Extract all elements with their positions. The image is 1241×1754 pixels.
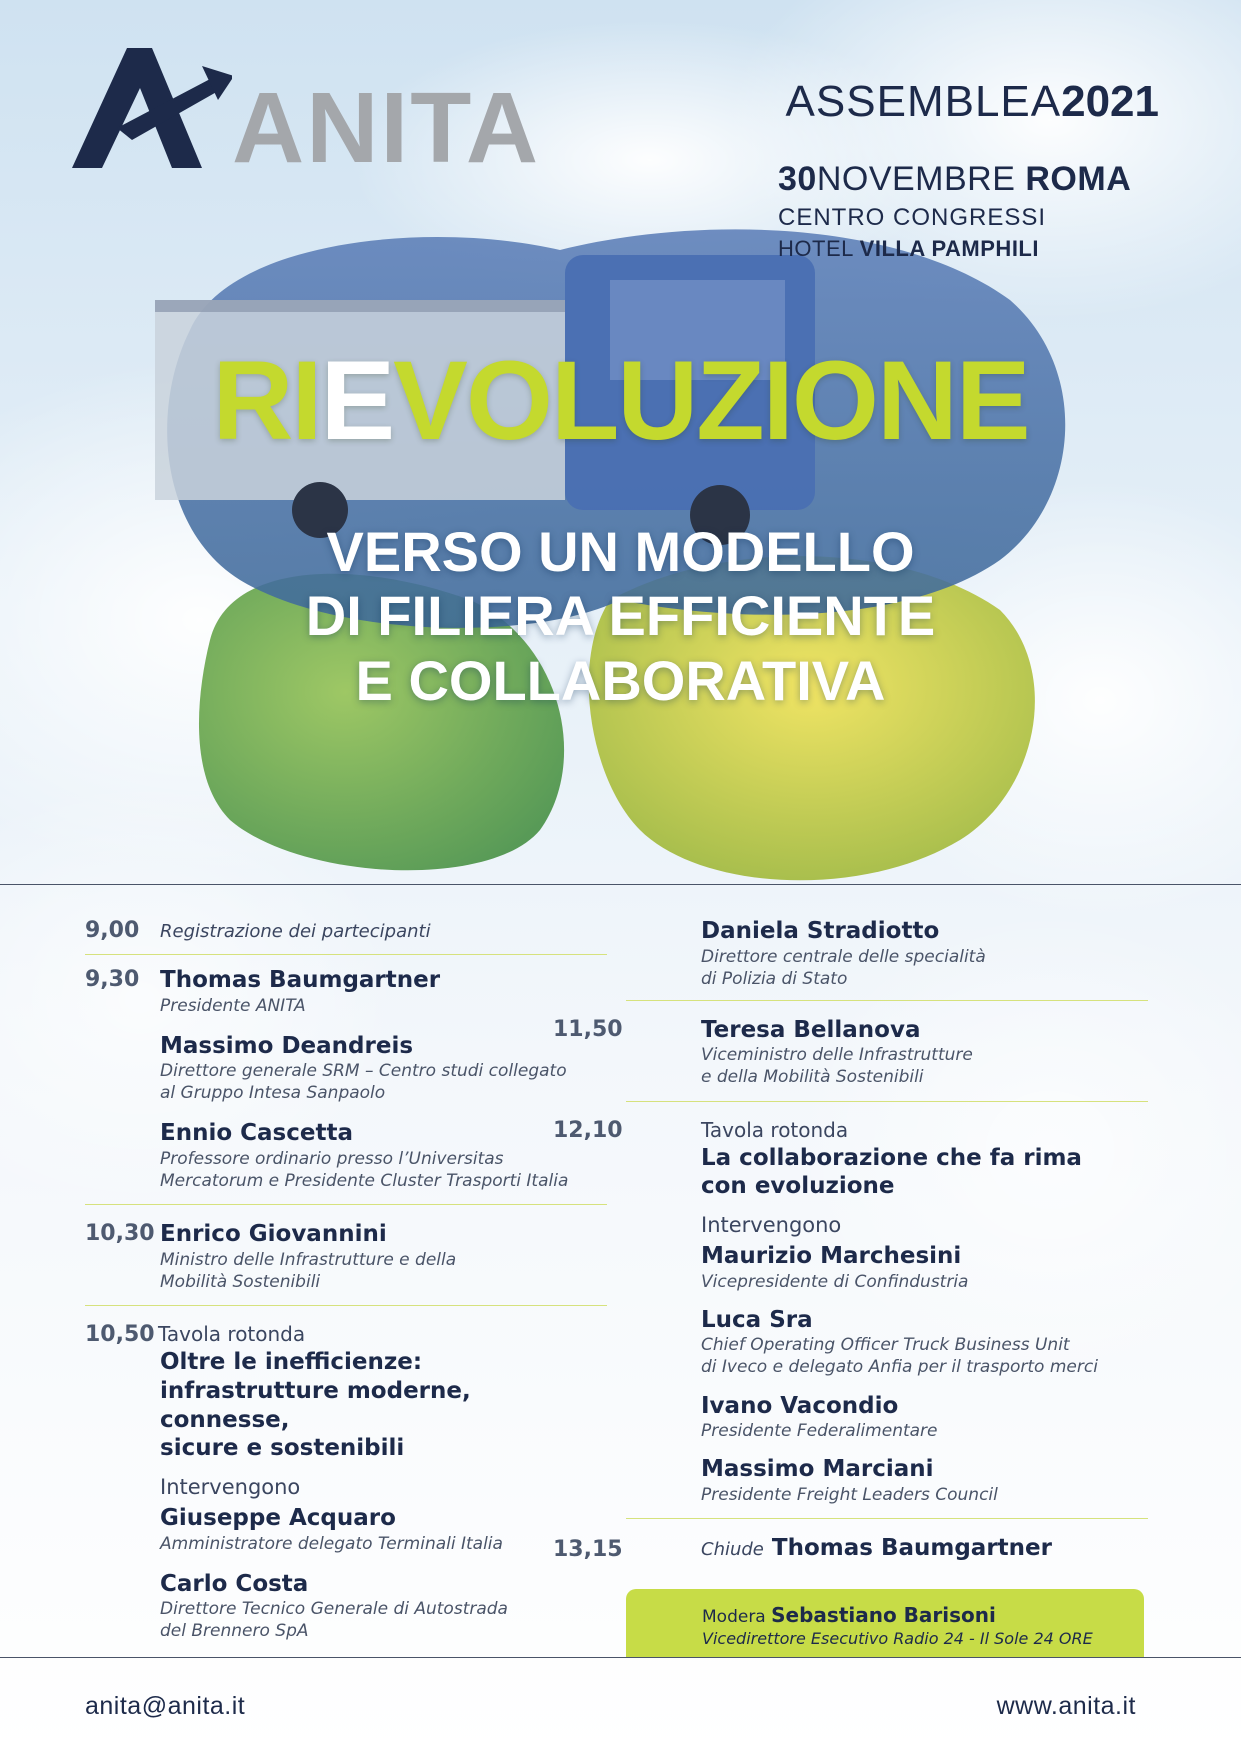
intervene-label: Intervengono xyxy=(701,1213,842,1238)
intervene-label: Intervengono xyxy=(160,1475,301,1500)
assembly-year: 2021 xyxy=(1061,77,1159,126)
subtitle: VERSO UN MODELLO DI FILIERA EFFICIENTE E COLLABORATIVA xyxy=(305,520,936,712)
moderator-name: Modera Sebastiano Barisoni xyxy=(702,1603,996,1627)
closing-speaker: Chiude Thomas Baumgartner xyxy=(701,1534,1052,1561)
slot-time: 9,30 xyxy=(85,967,140,992)
slot-time: 13,15 xyxy=(553,1536,623,1562)
program-right-column xyxy=(553,918,1148,1587)
program-slot-9-30 xyxy=(85,967,607,1205)
footer-divider xyxy=(0,1657,1241,1658)
program-slot-12-10 xyxy=(553,1114,1148,1519)
program-slot-13-15 xyxy=(553,1531,1148,1575)
slot-time: 10,30 xyxy=(85,1221,155,1247)
speaker: Massimo Marciani Presidente Freight Leaders Council xyxy=(701,1456,998,1505)
slot-label: Registrazione dei partecipanti xyxy=(160,921,431,942)
program-slot-10-30 xyxy=(85,1217,607,1306)
anita-logo-icon xyxy=(72,48,232,178)
event-info xyxy=(778,162,1168,262)
speaker: Daniela Stradiotto Direttore centrale delle specialità di Polizia di Stato xyxy=(701,918,986,989)
speaker: Enrico Giovannini Ministro delle Infrastrutture e della Mobilità Sostenibili xyxy=(160,1221,457,1292)
speaker: Maurizio Marchesini Vicepresidente di Confindustria xyxy=(701,1243,969,1292)
program-slot-continued xyxy=(626,918,1148,1001)
venue-line1: CENTRO CONGRESSI xyxy=(778,203,1047,231)
event-date: 30NOVEMBRE ROMA xyxy=(778,160,1132,198)
round-table-topic: La collaborazione che fa rima con evoluzione xyxy=(701,1144,1082,1200)
speaker: Massimo Deandreis Direttore generale SRM – Centro studi collegato al Gruppo Intesa Sanpaolo xyxy=(160,1032,567,1104)
program-divider xyxy=(0,884,1241,885)
program-slot-10-50 xyxy=(85,1318,607,1654)
footer-email[interactable]: anita@anita.it xyxy=(85,1692,246,1720)
speaker: Ivano Vacondio Presidente Federalimentare xyxy=(701,1392,938,1442)
slot-label: Tavola rotonda xyxy=(701,1117,849,1142)
assembly-title xyxy=(785,77,1159,126)
speaker: Giuseppe Acquaro Amministratore delegato Terminali Italia xyxy=(160,1505,503,1554)
round-table-topic: Oltre le inefficienze: infrastrutture moderne, connesse, sicure e sostenibili xyxy=(160,1349,471,1462)
assembly-word: ASSEMBLEA xyxy=(785,77,1062,126)
slot-time: 12,10 xyxy=(553,1117,623,1143)
slot-time: 11,50 xyxy=(553,1016,623,1042)
anita-logo xyxy=(72,48,572,184)
moderator-role: Vicedirettore Esecutivo Radio 24 - Il Sole 24 ORE xyxy=(702,1629,1093,1648)
footer-website[interactable]: www.anita.it xyxy=(996,1692,1136,1720)
venue-line2: HOTEL VILLA PAMPHILI xyxy=(778,235,1039,261)
speaker: Thomas Baumgartner Presidente ANITA xyxy=(160,967,441,1016)
speaker: Carlo Costa Direttore Tecnico Generale di Autostrada del Brennero SpA xyxy=(160,1570,508,1642)
speaker: Teresa Bellanova Viceministro delle Infrastrutture e della Mobilità Sostenibili xyxy=(701,1016,973,1088)
slot-time: 10,50 xyxy=(85,1322,155,1348)
speaker: Luca Sra Chief Operating Officer Truck Business Unit di Iveco e delegato Anfia per il trasporto merci xyxy=(701,1306,1098,1378)
brand-name: ANITA xyxy=(232,72,541,184)
main-title: RIEVOLUZIONE xyxy=(212,338,1029,463)
program-left-column xyxy=(85,918,607,1667)
program-slot-11-50 xyxy=(553,1013,1148,1102)
speaker: Ennio Cascetta Professore ordinario presso l’Universitas Mercatorum e Presidente Cluster Trasporti Italia xyxy=(160,1120,569,1192)
slot-label: Tavola rotonda xyxy=(158,1322,306,1347)
slot-time: 9,00 xyxy=(85,918,140,943)
moderator-box xyxy=(626,1589,1144,1657)
program-slot-9-00 xyxy=(85,918,607,955)
